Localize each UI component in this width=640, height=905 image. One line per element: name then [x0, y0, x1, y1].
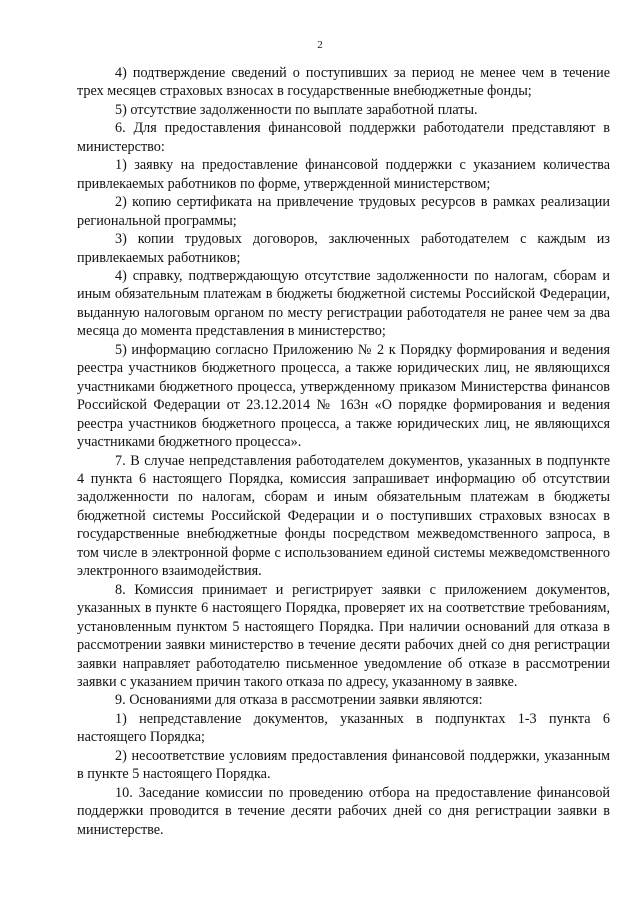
- page-number: 2: [317, 39, 323, 51]
- paragraph-9-1-missing-documents: 1) непредставление документов, указанных в подпунктах 1-3 пункта 6 настоящего Порядка;: [77, 710, 610, 746]
- document-body: [77, 64, 610, 839]
- paragraph-6-2-certificate-copy: 2) копию сертификата на привлечение трудовых ресурсов в рамках реализации региональной программы;: [77, 194, 610, 229]
- paragraph-6-5-registry-info: 5) информацию согласно Приложению № 2 к Порядку формирования и ведения реестра участников бюджетного процесса, а также юридических лиц, не являющихся участниками бюджетного процесса, утвержденному приказом Министерства финансов Российской Федерации от 23.12.2014 № 163н «О порядке формирования и ведения реестра участников бюджетного процесса, а также юридических лиц, не являющихся участниками бюджетного процесса».: [77, 341, 610, 451]
- paragraph-6-3-employment-contracts: 3) копии трудовых договоров, заключенных работодателем с каждым из привлекаемых работников;: [77, 231, 610, 266]
- paragraph-9-refusal-grounds: 9. Основаниями для отказа в рассмотрении заявки являются:: [115, 692, 483, 709]
- paragraph-9-2-nonconformity: 2) несоответствие условиям предоставления финансовой поддержки, указанным в пункте 5 настоящего Порядка.: [77, 747, 610, 783]
- paragraph-4-confirmation-insurance: 4) подтверждение сведений о поступивших за период не менее чем в течение трех месяцев страховых взносах в государственные внебюджетные фонды;: [77, 65, 610, 100]
- paragraph-8-application-registration: 8. Комиссия принимает и регистрирует заявки с приложением документов, указанных в пункте 6 настоящего Порядка, проверяет их на соответствие требованиям, установленным пунктом 5 настоящего Порядка. При наличии оснований для отказа в рассмотрении заявки министерство в течение десяти рабочих дней со дня регистрации заявки направляет работодателю письменное уведомление об отказе в рассмотрении заявки с указанием причин такого отказа по адресу, указанному в заявке.: [77, 581, 610, 690]
- paragraph-6-documents-intro: 6. Для предоставления финансовой поддержки работодатели представляют в министерство:: [77, 120, 610, 155]
- paragraph-6-4-tax-certificate: 4) справку, подтверждающую отсутствие задолженности по налогам, сборам и иным обязательным платежам в бюджеты бюджетной системы Российской Федерации, выданную налоговым органом по месту регистрации работодателя не ранее чем за два месяца до момента представления в министерство;: [77, 267, 610, 340]
- paragraph-10-commission-meeting: 10. Заседание комиссии по проведению отбора на предоставление финансовой поддержки проводится в течение десяти рабочих дней со дня регистрации заявки в министерстве.: [77, 784, 610, 838]
- paragraph-5-no-salary-debt: 5) отсутствие задолженности по выплате заработной платы.: [115, 101, 478, 118]
- paragraph-6-1-application: 1) заявку на предоставление финансовой поддержки с указанием количества привлекаемых работников по форме, утвержденной министерством;: [77, 157, 610, 192]
- paragraph-7-interagency-request: 7. В случае непредставления работодателем документов, указанных в подпункте 4 пункта 6 настоящего Порядка, комиссия запрашивает информацию об отсутствии задолженности по налогам, сборам и иным обязательным платежам в бюджеты бюджетной системы Российской Федерации и о поступивших страховых взносах в государственные внебюджетные фонды посредством межведомственного запроса, в том числе в электронной форме с использованием единой системы межведомственного электронного взаимодействия.: [77, 452, 610, 580]
